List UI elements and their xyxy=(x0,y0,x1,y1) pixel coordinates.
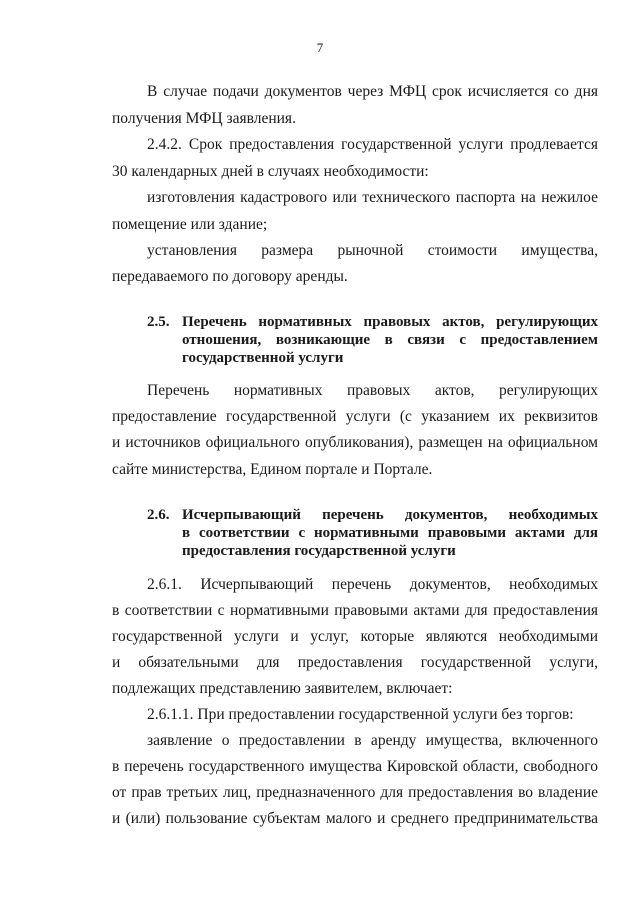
section-2-5-heading-line-1: Перечень нормативных правовых актов, регулирующих xyxy=(182,314,598,330)
paragraph-2-line-1: 2.4.2. Срок предоставления государственной услуги продлевается xyxy=(147,136,598,153)
paragraph-6-line-4: и обязательными для предоставления государственной услуги, xyxy=(112,654,598,671)
paragraph-3-line-2: помещение или здание; xyxy=(112,216,268,233)
paragraph-6-line-5: подлежащих представлению заявителем, включает: xyxy=(112,680,453,697)
paragraph-5-line-2: предоставление государственной услуги (с указанием их реквизитов xyxy=(112,408,598,425)
paragraph-8-line-3: от прав третьих лиц, предназначенного для предоставления во владение xyxy=(112,784,598,801)
paragraph-3-line-1: изготовления кадастрового или технического паспорта на нежилое xyxy=(147,189,598,206)
paragraph-7-line-1: 2.6.1.1. При предоставлении государственной услуги без торгов: xyxy=(147,706,574,723)
section-2-5-heading-line-2: отношения, возникающие в связи с предоставлением xyxy=(182,332,598,348)
paragraph-4-line-2: передаваемого по договору аренды. xyxy=(112,268,348,285)
paragraph-8-line-2: в перечень государственного имущества Кировской области, свободного xyxy=(112,758,598,775)
paragraph-1-line-2: получения МФЦ заявления. xyxy=(112,110,296,127)
paragraph-5-line-1: Перечень нормативных правовых актов, регулирующих xyxy=(147,382,598,399)
section-2-6-heading-line-1: Исчерпывающий перечень документов, необходимых xyxy=(182,507,598,523)
section-2-6-heading-line-2: в соответствии с нормативными правовыми актами для xyxy=(182,525,598,541)
section-2-5-heading-line-3: государственной услуги xyxy=(182,350,344,366)
page-number: 7 xyxy=(316,40,324,55)
paragraph-6-line-1: 2.6.1. Исчерпывающий перечень документов, необходимых xyxy=(147,576,598,593)
paragraph-5-line-4: сайте министерства, Едином портале и Портале. xyxy=(112,461,433,478)
paragraph-8-line-4: и (или) пользование субъектам малого и среднего предпринимательства xyxy=(112,810,598,827)
paragraph-6-line-3: государственной услуги и услуг, которые являются необходимыми xyxy=(112,628,598,645)
section-2-5-number: 2.5. xyxy=(147,314,170,330)
paragraph-5-line-3: и источников официального опубликования), размещен на официальном xyxy=(112,434,598,451)
paragraph-2-line-2: 30 календарных дней в случаях необходимости: xyxy=(112,163,429,180)
section-2-6-number: 2.6. xyxy=(147,507,170,523)
paragraph-4-line-1: установления размера рыночной стоимости имущества, xyxy=(147,242,598,259)
paragraph-1-line-1: В случае подачи документов через МФЦ срок исчисляется со дня xyxy=(147,83,598,100)
paragraph-8-line-1: заявление о предоставлении в аренду имущества, включенного xyxy=(147,732,598,749)
section-2-6-heading-line-3: предоставления государственной услуги xyxy=(182,543,456,559)
paragraph-6-line-2: в соответствии с нормативными правовыми актами для предоставления xyxy=(112,602,598,619)
